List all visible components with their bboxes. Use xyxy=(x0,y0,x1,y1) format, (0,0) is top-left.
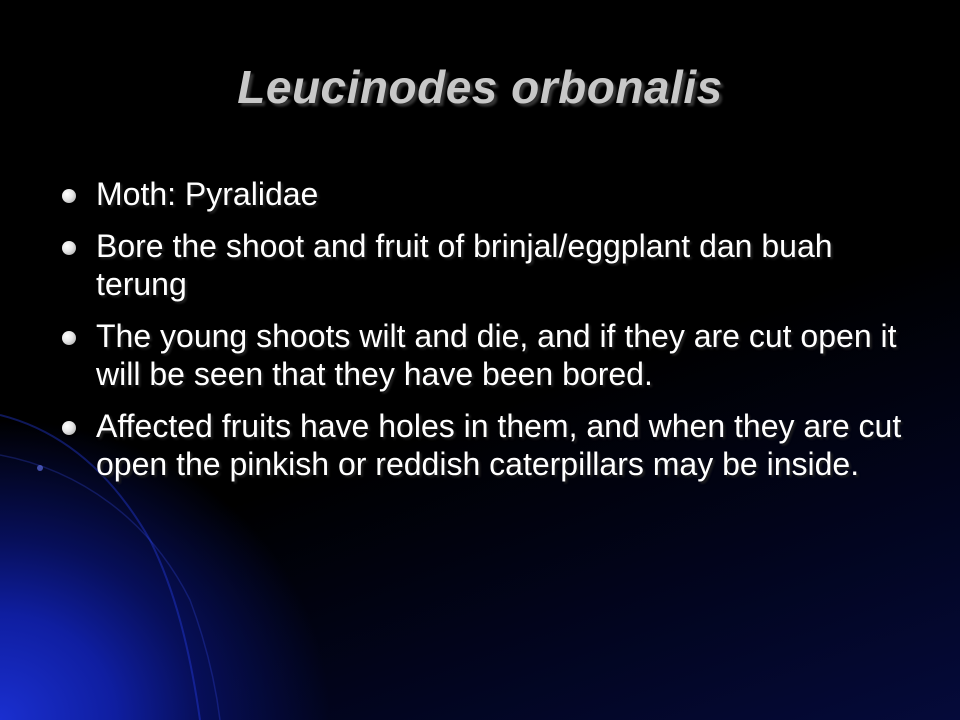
bullet-icon xyxy=(62,421,76,435)
bullet-icon xyxy=(62,331,76,345)
bullet-item xyxy=(58,227,908,303)
background-dot xyxy=(37,465,43,471)
bullet-text: Bore the shoot and fruit of brinjal/eggplant dan buah terung xyxy=(96,228,833,302)
bullet-text: Moth: Pyralidae xyxy=(96,176,319,212)
bullet-icon xyxy=(62,241,76,255)
bullet-icon xyxy=(62,189,76,203)
bullet-item xyxy=(58,317,908,393)
bullet-item xyxy=(58,407,908,483)
slide-title: Leucinodes orbonalis xyxy=(237,61,723,113)
bullet-item xyxy=(58,175,908,213)
bullet-text: Affected fruits have holes in them, and when they are cut open the pinkish or reddish caterpillars may be inside. xyxy=(96,408,902,482)
bullet-list xyxy=(58,175,908,497)
bullet-text: The young shoots wilt and die, and if they are cut open it will be seen that they have been bored. xyxy=(96,318,897,392)
